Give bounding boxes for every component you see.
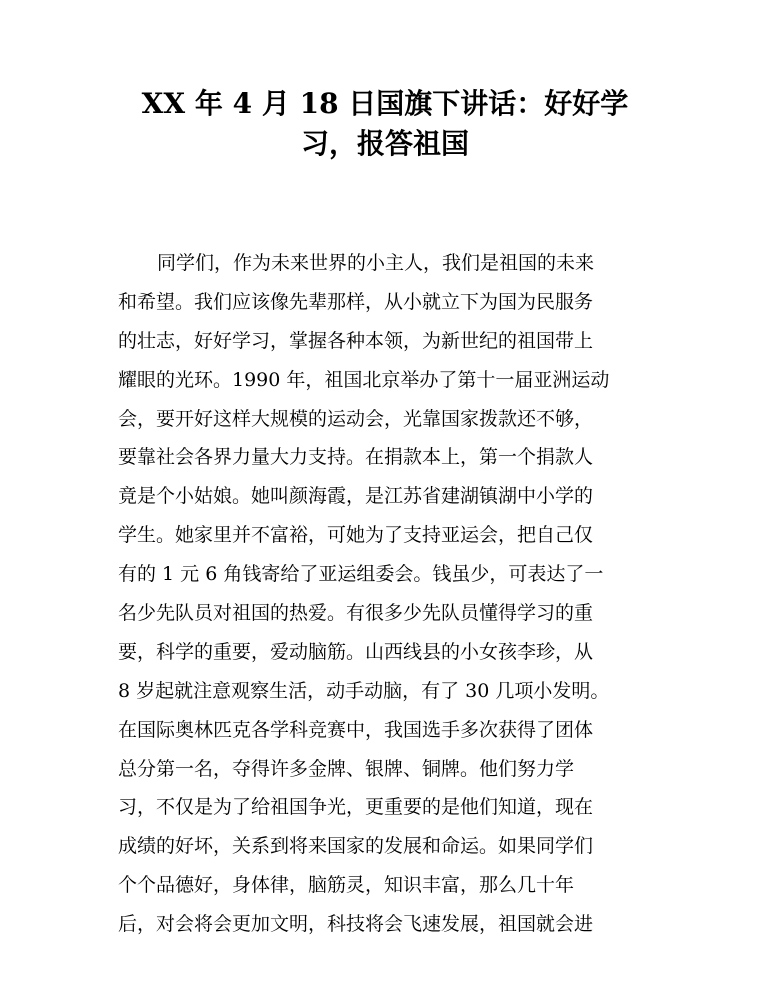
title-line: XX 年 4 月 18 日国旗下讲话：好好学 xyxy=(141,87,629,120)
body-line: 的壮志，好好学习，掌握各种本领，为新世纪的祖国带上 xyxy=(118,329,594,352)
document-title xyxy=(110,84,660,164)
body-line: 和希望。我们应该像先辈那样，从小就立下为国为民服务 xyxy=(118,290,594,313)
body-line: 在国际奥林匹克各学科竞赛中，我国选手多次获得了团体 xyxy=(118,718,594,741)
body-line: 耀眼的光环。1990 年，祖国北京举办了第十一届亚洲运动 xyxy=(118,368,610,391)
body-line: 名少先队员对祖国的热爱。有很多少先队员懂得学习的重 xyxy=(118,602,594,625)
document-body xyxy=(118,244,658,944)
body-line: 习，不仅是为了给祖国争光，更重要的是他们知道，现在 xyxy=(118,796,594,819)
body-line: 个个品德好，身体律，脑筋灵，知识丰富，那么几十年 xyxy=(118,874,575,897)
body-line: 有的 1 元 6 角钱寄给了亚运组委会。钱虽少，可表达了一 xyxy=(118,563,604,586)
body-line: 后，对会将会更加文明，科技将会飞速发展，祖国就会进 xyxy=(118,913,594,936)
body-line: 竟是个小姑娘。她叫颜海霞，是江苏省建湖镇湖中小学的 xyxy=(118,485,594,508)
body-line: 学生。她家里并不富裕，可她为了支持亚运会，把自己仅 xyxy=(118,524,594,547)
body-line: 同学们，作为未来世界的小主人，我们是祖国的未来 xyxy=(157,252,595,274)
body-line: 会，要开好这样大规模的运动会，光靠国家拨款还不够， xyxy=(118,407,594,430)
body-line: 8 岁起就注意观察生活，动手动脑，有了 30 几项小发明。 xyxy=(118,679,610,702)
body-line: 总分第一名，夺得许多金牌、银牌、铜牌。他们努力学 xyxy=(118,757,575,780)
body-line: 要，科学的重要，爱动脑筋。山西线县的小女孩李珍，从 xyxy=(118,640,594,663)
body-line: 成绩的好坏，关系到将来国家的发展和命运。如果同学们 xyxy=(118,835,594,858)
body-line: 要靠社会各界力量大力支持。在捐款本上，第一个捐款人 xyxy=(118,446,594,469)
title-line: 习，报答祖国 xyxy=(300,127,469,160)
